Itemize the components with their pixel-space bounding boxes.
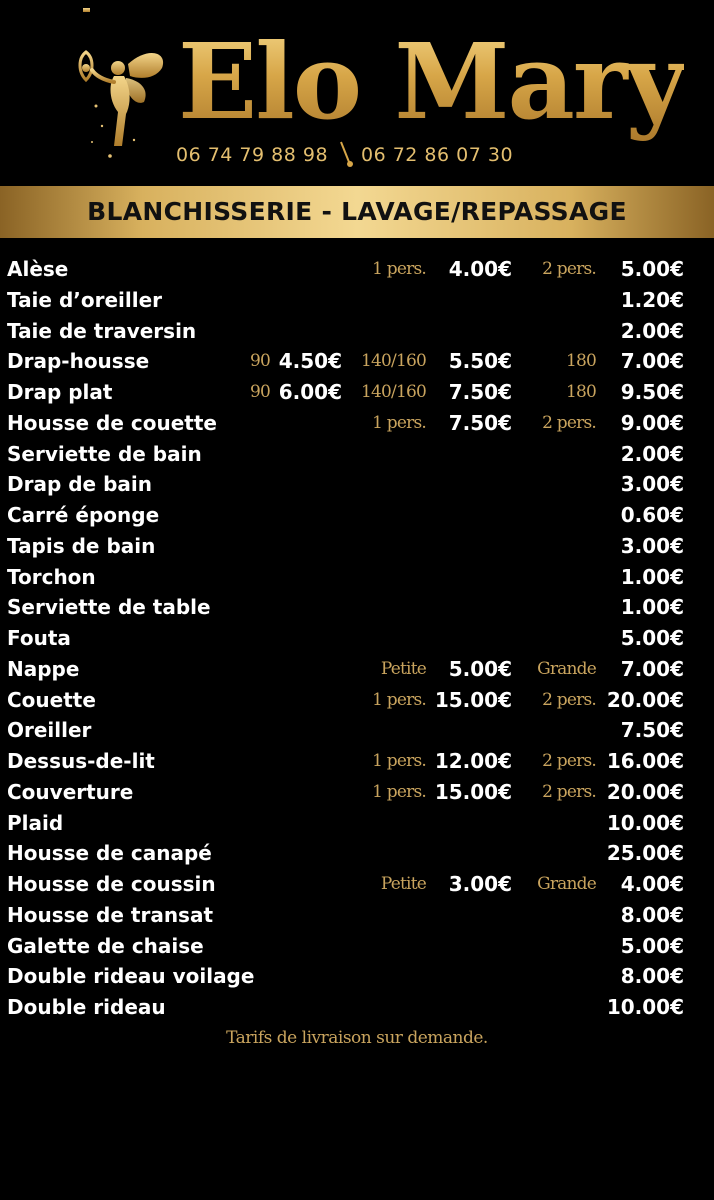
size-label-3: Grande — [537, 874, 596, 894]
price-row — [0, 592, 714, 623]
item-name: Serviette de bain — [7, 441, 202, 466]
price-row — [0, 377, 714, 408]
price-row — [0, 469, 714, 500]
price-1: 6.00€ — [278, 380, 342, 404]
section-title: BLANCHISSERIE - LAVAGE/REPASSAGE — [87, 197, 627, 226]
wand-separator-icon — [338, 140, 354, 168]
item-name: Drap plat — [7, 380, 113, 404]
size-label-1: 90 — [249, 382, 270, 402]
price-row — [0, 685, 714, 716]
phone-number-2[interactable]: 06 72 86 07 30 — [361, 144, 514, 166]
item-name: Fouta — [7, 626, 71, 650]
price-2: 15.00€ — [434, 687, 512, 712]
price-2: 7.50€ — [448, 410, 512, 435]
item-name: Double rideau voilage — [7, 964, 255, 989]
price-row — [0, 931, 714, 962]
size-label-3: 180 — [565, 351, 596, 372]
size-label-3: 2 pers. — [542, 751, 596, 771]
item-name: Taie d’oreiller — [7, 287, 163, 312]
price-2: 7.50€ — [448, 380, 512, 404]
size-label-2: 1 pers. — [372, 781, 426, 802]
item-name: Galette de chaise — [7, 933, 204, 958]
price-row — [0, 900, 714, 931]
item-name: Dessus-de-lit — [7, 749, 155, 773]
price-3: 2.00€ — [620, 441, 684, 466]
item-name: Nappe — [7, 656, 80, 681]
price-row — [0, 562, 714, 593]
price-3: 8.00€ — [620, 964, 684, 989]
item-name: Plaid — [7, 810, 64, 835]
price-3: 10.00€ — [606, 810, 684, 835]
price-row — [0, 316, 714, 347]
size-label-3: Grande — [537, 658, 596, 679]
item-name: Drap de bain — [7, 472, 152, 497]
price-row — [0, 746, 714, 777]
price-3: 0.60€ — [620, 503, 684, 527]
price-3: 1.00€ — [620, 595, 684, 620]
item-name: Taie de traversin — [7, 318, 197, 343]
price-3: 7.00€ — [620, 656, 684, 681]
price-3: 2.00€ — [620, 318, 684, 343]
price-3: 7.00€ — [620, 349, 684, 374]
price-list — [0, 254, 714, 1023]
price-row — [0, 992, 714, 1023]
item-name: Housse de canapé — [7, 841, 212, 866]
price-3: 9.00€ — [620, 410, 684, 435]
price-row — [0, 254, 714, 285]
item-name: Couverture — [7, 779, 134, 804]
price-3: 20.00€ — [606, 779, 684, 804]
size-label-3: 180 — [565, 382, 596, 402]
delivery-note: Tarifs de livraison sur demande. — [226, 1028, 488, 1048]
price-3: 9.50€ — [620, 380, 684, 404]
item-name: Alèse — [7, 257, 69, 281]
brand-name: Elo Mary — [178, 18, 684, 146]
price-2: 4.00€ — [448, 257, 512, 281]
price-3: 25.00€ — [606, 841, 684, 866]
size-label-3: 2 pers. — [542, 781, 596, 802]
price-3: 16.00€ — [606, 749, 684, 773]
header — [0, 0, 714, 185]
price-3: 1.20€ — [620, 287, 684, 312]
price-2: 5.00€ — [448, 656, 512, 681]
size-label-2: Petite — [380, 874, 426, 894]
size-label-2: 140/160 — [360, 382, 426, 402]
price-2: 12.00€ — [434, 749, 512, 773]
item-name: Couette — [7, 687, 96, 712]
price-row — [0, 869, 714, 900]
item-name: Oreiller — [7, 718, 92, 743]
item-name: Tapis de bain — [7, 533, 156, 558]
price-row — [0, 500, 714, 531]
size-label-3: 2 pers. — [542, 259, 596, 279]
price-3: 5.00€ — [620, 933, 684, 958]
price-3: 3.00€ — [620, 533, 684, 558]
price-row — [0, 777, 714, 808]
price-row — [0, 961, 714, 992]
price-row — [0, 623, 714, 654]
item-name: Housse de couette — [7, 410, 217, 435]
price-3: 20.00€ — [606, 687, 684, 712]
price-3: 8.00€ — [620, 902, 684, 927]
item-name: Carré éponge — [7, 503, 160, 527]
price-3: 5.00€ — [620, 257, 684, 281]
price-3: 1.00€ — [620, 564, 684, 589]
price-3: 4.00€ — [620, 872, 684, 896]
item-name: Double rideau — [7, 995, 166, 1019]
size-label-2: 140/160 — [360, 351, 426, 372]
price-row — [0, 439, 714, 470]
item-name: Serviette de table — [7, 595, 211, 620]
size-label-2: 1 pers. — [372, 412, 426, 433]
size-label-2: 1 pers. — [372, 259, 426, 279]
price-1: 4.50€ — [278, 349, 342, 374]
item-name: Housse de coussin — [7, 872, 216, 896]
price-row — [0, 346, 714, 377]
size-label-2: 1 pers. — [372, 751, 426, 771]
price-2: 3.00€ — [448, 872, 512, 896]
price-row — [0, 838, 714, 869]
price-row — [0, 408, 714, 439]
price-row — [0, 715, 714, 746]
size-label-3: 2 pers. — [542, 412, 596, 433]
size-label-2: Petite — [380, 658, 426, 679]
item-name: Housse de transat — [7, 902, 214, 927]
section-banner — [0, 186, 714, 238]
size-label-2: 1 pers. — [372, 689, 426, 710]
phone-number-1[interactable]: 06 74 79 88 98 — [176, 144, 329, 166]
fairy-logo-icon — [70, 6, 170, 166]
price-row — [0, 531, 714, 562]
price-3: 7.50€ — [620, 718, 684, 743]
price-3: 3.00€ — [620, 472, 684, 497]
item-name: Drap-housse — [7, 349, 150, 374]
size-label-1: 90 — [249, 351, 270, 372]
price-2: 5.50€ — [448, 349, 512, 374]
price-row — [0, 285, 714, 316]
price-3: 5.00€ — [620, 626, 684, 650]
price-2: 15.00€ — [434, 779, 512, 804]
price-row — [0, 654, 714, 685]
price-3: 10.00€ — [606, 995, 684, 1019]
size-label-3: 2 pers. — [542, 689, 596, 710]
item-name: Torchon — [7, 564, 96, 589]
price-row — [0, 808, 714, 839]
